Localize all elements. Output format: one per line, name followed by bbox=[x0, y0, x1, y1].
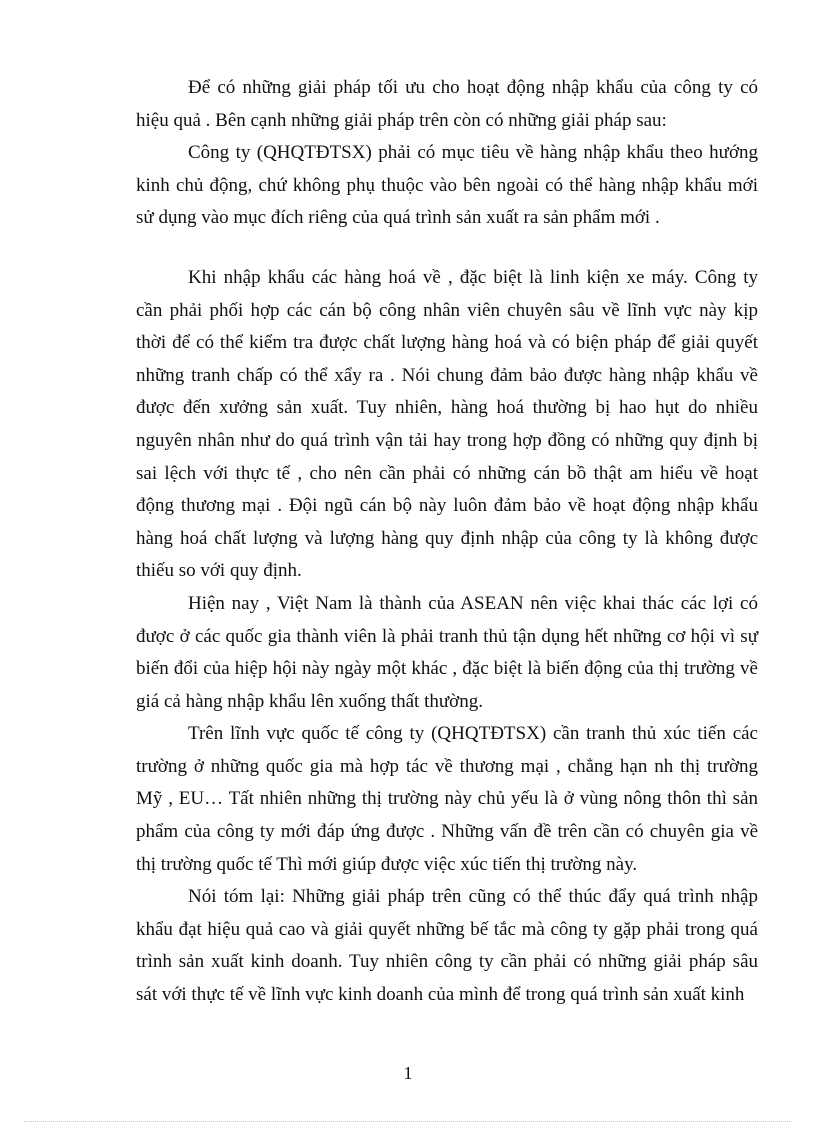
paragraph-line: thời để có thể kiểm tra được chất lượng hàng hoá và có biện pháp để giải quyết bbox=[136, 332, 758, 354]
paragraph-line: hàng hoá chất lượng và lượng hàng quy định nhập của công ty là không được bbox=[136, 527, 758, 549]
paragraph-3 bbox=[136, 262, 758, 588]
paragraph-line: giá cả hàng nhập khẩu lên xuống thất thường. bbox=[136, 690, 483, 712]
paragraph-line: Mỹ , EU… Tất nhiên những thị trường này chủ yếu là ở vùng nông thôn thì sản bbox=[136, 788, 758, 810]
page-bottom-rule bbox=[24, 1121, 792, 1122]
paragraph-6 bbox=[136, 881, 758, 1011]
paragraph-line: hiệu quả . Bên cạnh những giải pháp trên còn có những giải pháp sau: bbox=[136, 109, 667, 131]
paragraph-line: kinh chủ động, chứ không phụ thuộc vào bên ngoài có thể hàng nhập khẩu mới bbox=[136, 174, 758, 196]
paragraph-line: Khi nhập khẩu các hàng hoá về , đặc biệt là linh kiện xe máy. Công ty bbox=[188, 266, 758, 288]
paragraph-2 bbox=[136, 137, 758, 235]
paragraph-line: động thương mại . Đội ngũ cán bộ này luôn đảm bảo về hoạt động nhập khẩu bbox=[136, 495, 758, 517]
paragraph-line: Hiện nay , Việt Nam là thành của ASEAN nên việc khai thác các lợi có bbox=[188, 592, 758, 614]
paragraph-line: thiếu so với quy định. bbox=[136, 560, 302, 582]
paragraph-line: Trên lĩnh vực quốc tế công ty (QHQTĐTSX) cần tranh thủ xúc tiến các bbox=[188, 723, 758, 745]
page-number: 1 bbox=[403, 1063, 413, 1083]
paragraph-gap bbox=[136, 235, 758, 262]
paragraph-line: biến đổi của hiệp hội này ngày một khác , đặc biệt là biến động của thị trường về bbox=[136, 658, 758, 680]
paragraph-4 bbox=[136, 588, 758, 718]
paragraph-line: trường ở những quốc gia mà hợp tác về thương mại , chẳng hạn nh thị trường bbox=[136, 755, 758, 777]
paragraph-line: Để có những giải pháp tối ưu cho hoạt động nhập khẩu của công ty có bbox=[188, 77, 758, 98]
paragraph-line: thị trường quốc tế Thì mới giúp được việc xúc tiến thị trường này. bbox=[136, 853, 638, 875]
paragraph-line: Nói tóm lại: Những giải pháp trên cũng có thể thúc đẩy quá trình nhập bbox=[188, 886, 758, 908]
paragraph-line: sai lệch với thực tế , cho nên cần phải có những cán bồ thật am hiểu về hoạt bbox=[136, 462, 758, 484]
paragraph-line: được ở các quốc gia thành viên là phải tranh thủ tận dụng hết những cơ hội vì sự bbox=[136, 625, 758, 647]
paragraph-line: Công ty (QHQTĐTSX) phải có mục tiêu về hàng nhập khẩu theo hướng bbox=[188, 142, 758, 164]
body-text bbox=[136, 72, 758, 1012]
paragraph-line: những tranh chấp có thể xẩy ra . Nói chung đảm bảo được hàng nhập khẩu về bbox=[136, 364, 758, 386]
paragraph-line: nguyên nhân như do quá trình vận tải hay trong hợp đồng có những quy định bị bbox=[136, 429, 758, 451]
paragraph-5 bbox=[136, 718, 758, 881]
paragraph-line: được đến xưởng sản xuất. Tuy nhiên, hàng hoá thường bị hao hụt do nhiều bbox=[136, 397, 758, 419]
paragraph-line: trình sản xuất kinh doanh. Tuy nhiên công ty cần phải có những giải pháp sâu bbox=[136, 951, 758, 973]
paragraph-line: sử dụng vào mục đích riêng của quá trình sản xuất ra sản phẩm mới . bbox=[136, 207, 660, 229]
paragraph-line: cần phải phối hợp các cán bộ công nhân viên chuyên sâu về lĩnh vực này kịp bbox=[136, 299, 758, 321]
paragraph-line: khẩu đạt hiệu quả cao và giải quyết những bế tắc mà công ty gặp phải trong quá bbox=[136, 918, 758, 940]
paragraph-line: sát với thực tế về lĩnh vực kinh doanh của mình để trong quá trình sản xuất kinh bbox=[136, 984, 745, 1006]
paragraph-line: phẩm của công ty mới đáp ứng được . Những vấn đề trên cần có chuyên gia về bbox=[136, 821, 758, 843]
paragraph-1 bbox=[136, 72, 758, 137]
